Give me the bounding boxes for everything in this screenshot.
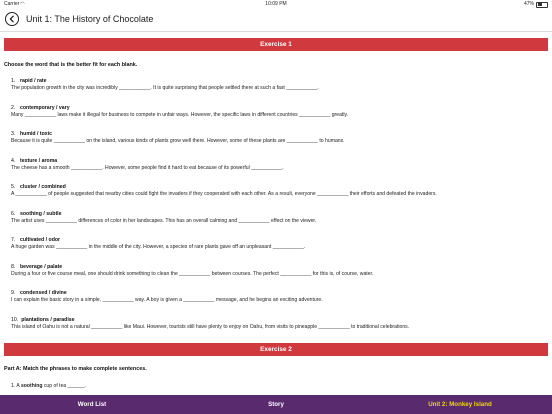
question-words: soothing / subtle bbox=[20, 210, 62, 217]
question-item bbox=[11, 105, 547, 119]
wifi-icon: ◠ bbox=[20, 1, 25, 7]
question-number: 6. bbox=[11, 210, 16, 217]
question-words: contemporary / vary bbox=[20, 104, 70, 111]
question-item bbox=[11, 264, 547, 278]
battery-indicator bbox=[524, 0, 548, 9]
question-number: 8. bbox=[11, 263, 16, 270]
nav-bar bbox=[0, 9, 552, 32]
question-sentence: A huge garden was ___________ in the middle of the city. However, a species of rare plants gave off an unpleasant ___________. bbox=[11, 244, 306, 250]
question-word-pair bbox=[11, 78, 547, 85]
part-a-instructions: Part A: Match the phrases to make complete sentences. bbox=[4, 366, 147, 372]
question-sentence: Many ___________ laws make it illegal for business to compete in unfair ways. However, the specific laws in different countries ___________ greatly. bbox=[11, 111, 349, 118]
question-words: humid / toxic bbox=[20, 131, 52, 137]
back-button[interactable] bbox=[5, 12, 19, 26]
question-sentence: A ___________ of people suggested that nearby cities could fight the invaders if they cooperated with each other. As a result, everyone ___________ their efforts and defeated the invaders. bbox=[11, 191, 437, 197]
exercise-1-header: Exercise 1 bbox=[4, 38, 548, 51]
question-word-pair bbox=[11, 211, 547, 218]
question-words: cluster / combined bbox=[20, 184, 66, 190]
carrier-text: Carrier bbox=[4, 1, 20, 7]
question-word-pair bbox=[11, 317, 547, 324]
question-sentence: The population growth in the city was incredibly ___________. It is quite surprising that people settled there at such a fast ___________. bbox=[11, 85, 319, 91]
question-words: rapid / rate bbox=[20, 78, 47, 84]
question-number: 5. bbox=[11, 184, 16, 190]
exercise-2-header: Exercise 2 bbox=[4, 343, 548, 356]
question-number: 4. bbox=[11, 157, 16, 164]
question-item bbox=[11, 290, 547, 304]
question-word-pair bbox=[11, 158, 547, 165]
question-words: condensed / divine bbox=[20, 290, 67, 296]
tab-word-list[interactable]: Word List bbox=[77, 401, 107, 408]
question-sentence: I can explain the basic story in a simple, ___________ way. A boy is given a ___________ message, and he begins an exciting adventure. bbox=[11, 297, 323, 303]
part-a-item-pre: A bbox=[16, 383, 21, 389]
question-word-pair bbox=[11, 264, 547, 271]
bottom-tab-bar bbox=[0, 395, 552, 414]
chevron-left-icon bbox=[8, 15, 16, 23]
battery-percent: 47% bbox=[523, 1, 534, 7]
tab-unit-2-monkey-island[interactable]: Unit 2: Monkey Island bbox=[428, 401, 492, 408]
question-number: 2. bbox=[11, 104, 16, 111]
question-word-pair bbox=[11, 105, 547, 112]
question-item bbox=[11, 78, 547, 92]
question-number: 10. bbox=[11, 316, 19, 323]
question-words: cultivated / odor bbox=[20, 237, 61, 243]
exercise-1-instructions: Choose the word that is the better fit for each blank. bbox=[4, 62, 138, 68]
question-number: 3. bbox=[11, 131, 16, 137]
part-a-item bbox=[11, 383, 86, 389]
part-a-item-number: 1. bbox=[11, 383, 16, 389]
question-sentence: During a four or five course meal, one should drink something to clean the ___________ between courses. The perfect ___________ for this is, of course, water. bbox=[11, 270, 374, 277]
page-title: Unit 1: The History of Chocolate bbox=[26, 14, 154, 24]
question-sentence: The artist uses ___________ differences of color in her landscapes. This has an overall calming and ___________ effect on the viewer. bbox=[11, 217, 317, 224]
question-words: plantations / paradise bbox=[21, 316, 75, 323]
question-sentence: The cheese has a smooth ___________. However, some people find it hard to eat because of its powerful ___________. bbox=[11, 164, 284, 171]
question-words: beverage / palate bbox=[20, 263, 63, 270]
question-item bbox=[11, 237, 547, 251]
question-word-pair bbox=[11, 237, 547, 244]
status-bar bbox=[0, 0, 552, 9]
question-item bbox=[11, 184, 547, 198]
part-a-item-post: cup of tea ______. bbox=[42, 383, 87, 389]
question-words: texture / aroma bbox=[20, 157, 58, 164]
question-word-pair bbox=[11, 290, 547, 297]
question-number: 9. bbox=[11, 290, 16, 296]
question-item bbox=[11, 317, 547, 331]
question-number: 7. bbox=[11, 237, 16, 243]
part-a-item-keyword: soothing bbox=[20, 383, 43, 389]
question-item bbox=[11, 158, 547, 172]
question-number: 1. bbox=[11, 78, 16, 84]
question-sentence: This island of Oahu is not a natural ___________ like Maui. However, tourists still have plenty to enjoy on Oahu, from visits to pineapple ___________ to traditional celebrations. bbox=[11, 323, 410, 330]
question-word-pair bbox=[11, 184, 547, 191]
question-item bbox=[11, 131, 547, 145]
question-sentence: Because it is quite ___________ on the island, various kinds of plants grow well there. However, some of these plants are ___________ to humans. bbox=[11, 138, 345, 144]
tab-story[interactable]: Story bbox=[268, 401, 284, 408]
clock: 10:09 PM bbox=[265, 1, 287, 7]
battery-fill bbox=[538, 3, 542, 6]
question-word-pair bbox=[11, 131, 547, 138]
question-item bbox=[11, 211, 547, 225]
battery-icon bbox=[536, 2, 548, 8]
